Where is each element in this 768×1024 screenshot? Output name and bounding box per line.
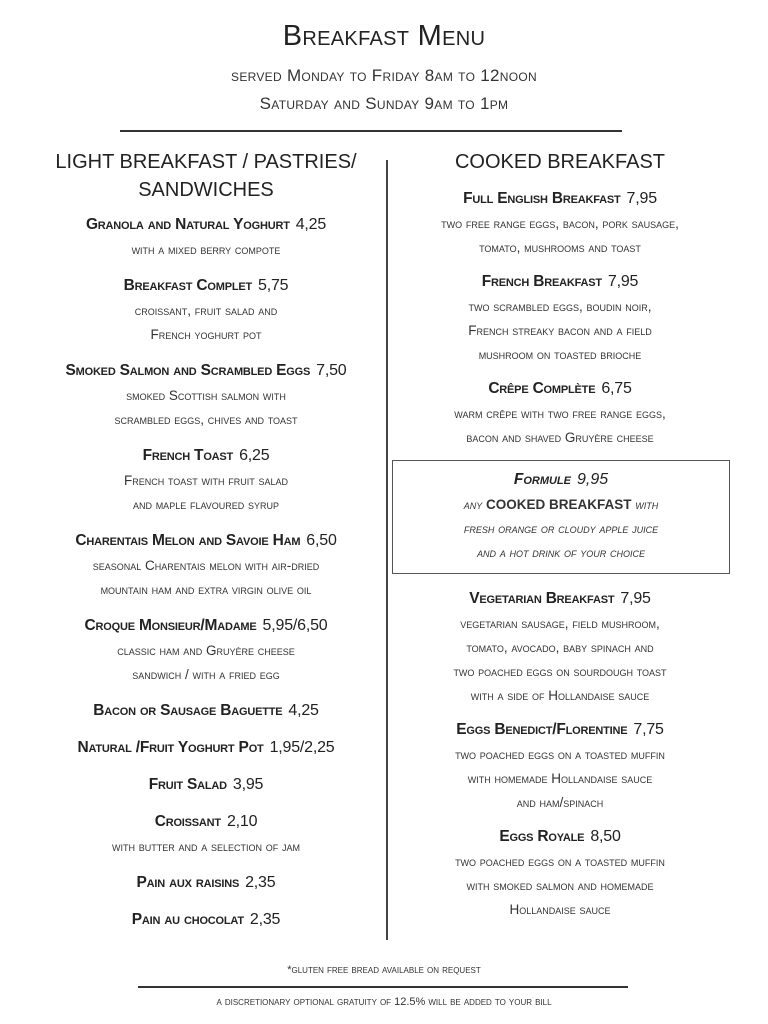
section-heading-line2: SANDWICHES — [138, 179, 274, 201]
menu-item-heading — [30, 613, 382, 639]
menu-item-description: bacon and shaved Gruyère cheese — [466, 430, 654, 445]
menu-item-price: 2,10 — [226, 813, 258, 830]
menu-item-heading — [30, 809, 382, 835]
gratuity-note: a discretionary optional gratuity of 12.5% will be added to your bill — [216, 996, 552, 1008]
menu-item-name: Fruit Salad — [148, 776, 227, 793]
light-breakfast-column — [30, 148, 382, 933]
menu-item-heading — [30, 273, 382, 299]
menu-item-description: scrambled eggs, chives and toast — [114, 412, 298, 427]
menu-item-description: with homemade Hollandaise sauce — [467, 771, 653, 786]
section-heading: COOKED BREAKFAST — [454, 151, 666, 173]
menu-item-description: croissant, fruit salad and — [134, 303, 278, 318]
menu-item-name: Crêpe Complète — [488, 380, 596, 397]
menu-item — [30, 613, 382, 687]
menu-item — [390, 586, 730, 708]
menu-item-description: French toast with fruit salad — [123, 473, 289, 488]
menu-item-price: 4,25 — [295, 216, 327, 233]
formule-heading — [397, 467, 725, 493]
menu-item-heading — [30, 907, 382, 933]
menu-item-name: French Toast — [142, 447, 234, 464]
formule-cooked-breakfast: COOKED BREAKFAST — [486, 497, 632, 512]
menu-item-description: tomato, avocado, baby spinach and — [466, 640, 654, 655]
menu-item-heading — [390, 824, 730, 850]
menu-item-price: 7,50 — [316, 362, 347, 379]
menu-item-price: 6,50 — [306, 532, 337, 549]
menu-item-price: 3,95 — [232, 776, 264, 793]
menu-item-heading — [30, 528, 382, 554]
menu-item-heading — [390, 717, 730, 743]
cooked-items-after — [390, 586, 730, 922]
menu-item — [30, 273, 382, 347]
menu-item-name: Granola and Natural Yoghurt — [85, 216, 290, 233]
menu-item-description: warm crêpe with two free range eggs, — [454, 406, 666, 421]
menu-item — [30, 735, 382, 761]
light-breakfast-items — [30, 212, 382, 933]
menu-item — [390, 269, 730, 367]
menu-item-price: 7,95 — [626, 190, 657, 207]
menu-item-heading — [30, 358, 382, 384]
menu-item-name: Full English Breakfast — [463, 190, 621, 207]
menu-item — [30, 870, 382, 896]
menu-item-description: two scrambled eggs, boudin noir, — [468, 299, 652, 314]
menu-item-description: classic ham and Gruyère cheese — [117, 643, 295, 658]
menu-item-price: 2,35 — [245, 874, 276, 891]
menu-item-name: Croque Monsieur/Madame — [84, 617, 257, 634]
menu-item — [390, 717, 730, 815]
menu-item-name: Eggs Royale — [499, 828, 585, 845]
menu-item — [390, 376, 730, 450]
formule-with: with — [635, 497, 659, 512]
menu-item-price: 8,50 — [590, 828, 621, 845]
menu-item-description: tomato, mushrooms and toast — [479, 240, 641, 255]
menu-item-price: 6,75 — [601, 380, 632, 397]
cooked-items-before — [390, 186, 730, 450]
menu-item-description: vegetarian sausage, field mushroom, — [460, 616, 660, 631]
formule-price: 9,95 — [577, 471, 609, 488]
gluten-free-footnote: *gluten free bread available on request — [287, 964, 481, 976]
menu-item-description: two free range eggs, bacon, pork sausage, — [441, 216, 679, 231]
menu-item-name: Croissant — [154, 813, 221, 830]
menu-item-description: with smoked salmon and homemade — [466, 878, 654, 893]
menu-item-name: Vegetarian Breakfast — [469, 590, 615, 607]
formule-any: any — [463, 497, 483, 512]
menu-item-description: with a side of Hollandaise sauce — [470, 688, 650, 703]
formule-name: Formule — [513, 471, 571, 488]
menu-item-price: 2,35 — [249, 911, 281, 928]
menu-item-heading — [390, 186, 730, 212]
menu-item-name: Bacon or Sausage Baguette — [93, 702, 283, 719]
menu-item — [30, 772, 382, 798]
menu-item-description: with butter and a selection of jam — [111, 839, 300, 854]
menu-item — [390, 824, 730, 922]
menu-item-description: French streaky bacon and a field — [468, 323, 652, 338]
menu-item-description: two poached eggs on sourdough toast — [453, 664, 667, 679]
menu-item-description: mushroom on toasted brioche — [478, 347, 642, 362]
menu-item — [30, 809, 382, 859]
weekday-hours: served Monday to Friday 8am to 12noon — [231, 66, 537, 85]
weekend-hours: Saturday and Sunday 9am to 1pm — [259, 94, 509, 113]
menu-item-description: smoked Scottish salmon with — [126, 388, 286, 403]
menu-item — [30, 212, 382, 262]
menu-item-description: French yoghurt pot — [150, 327, 262, 342]
section-heading-line1: LIGHT BREAKFAST / PASTRIES/ — [55, 151, 357, 173]
menu-item-price: 7,95 — [620, 590, 651, 607]
menu-item-heading — [30, 772, 382, 798]
header-divider — [120, 130, 622, 132]
menu-item-name: Smoked Salmon and Scrambled Eggs — [65, 362, 311, 379]
formule-line-1 — [397, 493, 725, 517]
menu-item-price: 5,95/6,50 — [262, 617, 328, 634]
menu-item — [390, 186, 730, 260]
menu-item-name: Pain au chocolat — [131, 911, 244, 928]
menu-item-description: with a mixed berry compote — [131, 242, 281, 257]
menu-item-name: Natural /Fruit Yoghurt Pot — [77, 739, 264, 756]
menu-item-description: and maple flavoured syrup — [132, 497, 280, 512]
menu-item-heading — [390, 376, 730, 402]
menu-item — [30, 528, 382, 602]
menu-item-name: Eggs Benedict/Florentine — [456, 721, 628, 738]
menu-item-heading — [390, 586, 730, 612]
menu-item-name: Breakfast Complet — [123, 277, 253, 294]
menu-item — [30, 443, 382, 517]
menu-item-price: 5,75 — [258, 277, 289, 294]
menu-item-name: Charentais Melon and Savoie Ham — [75, 532, 301, 549]
menu-item-heading — [30, 870, 382, 896]
menu-item-heading — [30, 698, 382, 724]
formule-line-2: fresh orange or cloudy apple juice — [463, 521, 659, 536]
menu-item-price: 1,95/2,25 — [269, 739, 335, 756]
formule-box — [392, 460, 730, 574]
formule-line-3: and a hot drink of your choice — [476, 545, 645, 560]
menu-item-price: 6,25 — [239, 447, 270, 464]
menu-item — [30, 358, 382, 432]
column-divider — [386, 160, 388, 940]
menu-item-heading — [30, 212, 382, 238]
menu-item-description: sandwich / with a fried egg — [132, 667, 280, 682]
menu-item-heading — [390, 269, 730, 295]
menu-item-description: mountain ham and extra virgin olive oil — [100, 582, 312, 597]
menu-item-description: Hollandaise sauce — [509, 902, 611, 917]
cooked-breakfast-column — [390, 148, 730, 922]
menu-item-description: two poached eggs on a toasted muffin — [455, 747, 665, 762]
menu-item-name: Pain aux raisins — [136, 874, 240, 891]
menu-title: Breakfast Menu — [282, 20, 486, 52]
menu-item — [30, 698, 382, 724]
menu-item-description: seasonal Charentais melon with air-dried — [92, 558, 320, 573]
menu-item-heading — [30, 735, 382, 761]
menu-item — [30, 907, 382, 933]
menu-item-heading — [30, 443, 382, 469]
footer-divider — [138, 986, 628, 988]
menu-item-price: 7,75 — [633, 721, 664, 738]
menu-item-description: and ham/spinach — [516, 795, 604, 810]
menu-item-price: 7,95 — [607, 273, 639, 290]
menu-item-price: 4,25 — [288, 702, 319, 719]
menu-item-name: French Breakfast — [481, 273, 602, 290]
menu-item-description: two poached eggs on a toasted muffin — [455, 854, 665, 869]
